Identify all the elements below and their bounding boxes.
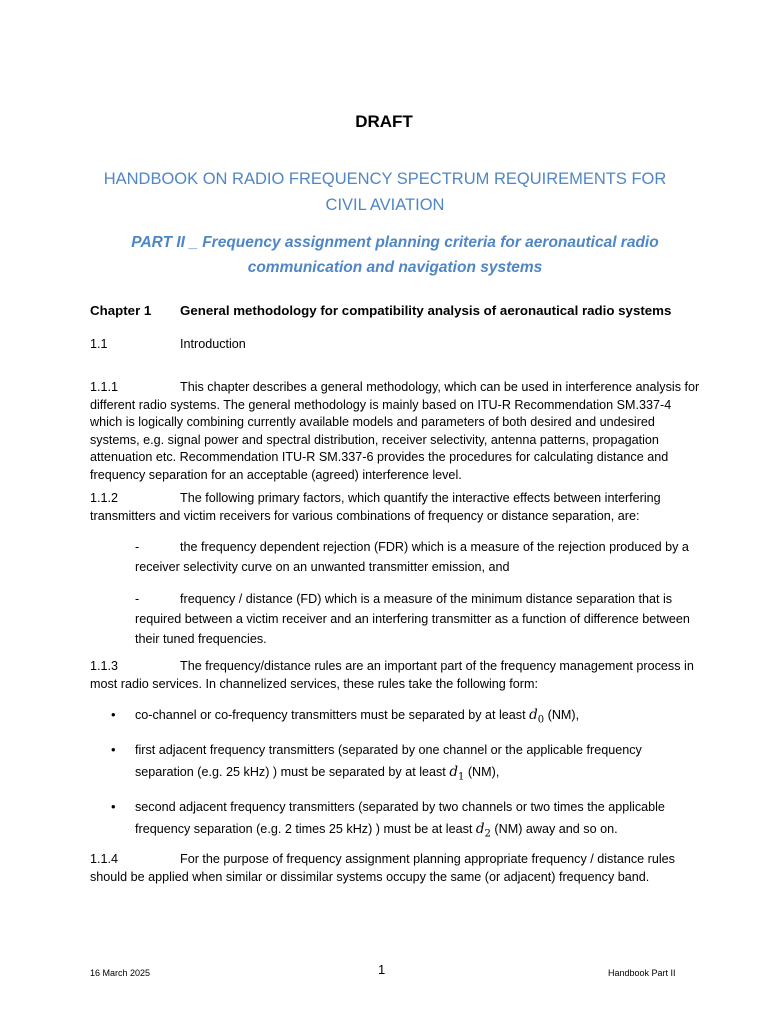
paragraph-number: 1.1.2 bbox=[90, 491, 119, 505]
paragraph-text: For the purpose of frequency assignment planning appropriate frequency / distance rules should be applied when similar or dissimilar systems occupy the same (or adjacent) frequency band. bbox=[90, 852, 675, 884]
paragraph-text: The following primary factors, which quantify the interactive effects between interfering transmitters and victim receivers for various combinations of frequency or distance separation, are: bbox=[90, 491, 661, 523]
bullet-text: second adjacent frequency transmitters (separated by two channels or two times the applicable frequency separation (e.g. 2 times 25 kHz) ) must be at least bbox=[135, 800, 665, 836]
footer-date: 16 March 2025 bbox=[90, 968, 151, 978]
bullet-marker: • bbox=[111, 707, 116, 722]
dash-item-fd bbox=[135, 589, 700, 649]
bullet-item-co-channel bbox=[111, 704, 700, 732]
bullet-text: first adjacent frequency transmitters (separated by one channel or the applicable frequency separation (e.g. 25 kHz) ) must be separated by at least bbox=[135, 743, 642, 779]
paragraph-1-1-4 bbox=[90, 851, 705, 886]
section-number: 1.1 bbox=[90, 337, 108, 351]
paragraph-number: 1.1.1 bbox=[90, 380, 119, 394]
bullet-marker: • bbox=[111, 799, 116, 814]
paragraph-text: This chapter describes a general methodology, which can be used in interference analysis for different radio systems. The general methodology is mainly based on ITU-R Recommendation SM.337-4 which is logically combining currently available models and parameters of both desired and undesired systems, e.g. signal power and spectral distribution, receiver selectivity, antenna patterns, propagation attenuation etc. Recommendation ITU-R SM.337-6 provides the procedures for calculating distance and frequency separation for an acceptable (agreed) interference level. bbox=[90, 380, 700, 482]
footer-document-name: Handbook Part II bbox=[608, 968, 676, 978]
draft-label: DRAFT bbox=[355, 112, 413, 131]
section-title: Introduction bbox=[180, 337, 246, 351]
bullet-text-end: (NM), bbox=[464, 765, 500, 779]
bullet-marker: • bbox=[111, 742, 116, 757]
chapter-title: General methodology for compatibility analysis of aeronautical radio systems bbox=[180, 303, 672, 318]
bullet-text-end: (NM) away and so on. bbox=[490, 822, 618, 836]
handbook-title: HANDBOOK ON RADIO FREQUENCY SPECTRUM REQUIREMENTS FOR CIVIL AVIATION bbox=[103, 170, 667, 214]
paragraph-1-1-3 bbox=[90, 658, 705, 693]
paragraph-text: The frequency/distance rules are an important part of the frequency management process in most radio services. In channelized services, these rules take the following form: bbox=[90, 659, 694, 691]
bullet-text-end: (NM), bbox=[544, 708, 580, 722]
paragraph-number: 1.1.3 bbox=[90, 659, 119, 673]
paragraph-number: 1.1.4 bbox=[90, 852, 119, 866]
part-title: PART II _ Frequency assignment planning criteria for aeronautical radio communication and navigation systems bbox=[131, 234, 659, 276]
bullet-item-first-adjacent bbox=[111, 739, 700, 789]
dash-item-text: frequency / distance (FD) which is a measure of the minimum distance separation that is required between a victim receiver and an interfering transmitter as a function of difference between their tuned frequencies. bbox=[135, 592, 690, 646]
bullet-text: co-channel or co-frequency transmitters must be separated by at least bbox=[135, 708, 530, 722]
distance-symbol: $d_2$ bbox=[475, 821, 491, 840]
footer-page-number: 1 bbox=[378, 962, 386, 977]
paragraph-1-1-2 bbox=[90, 490, 705, 525]
distance-symbol: $d_1$ bbox=[449, 764, 465, 783]
dash-item-text: the frequency dependent rejection (FDR) which is a measure of the rejection produced by a receiver selectivity curve on an unwanted transmitter emission, and bbox=[135, 540, 689, 574]
chapter-number: Chapter 1 bbox=[90, 303, 152, 318]
bullet-item-second-adjacent bbox=[111, 796, 700, 846]
dash-marker: - bbox=[135, 540, 140, 554]
distance-symbol: $d_0$ bbox=[529, 707, 545, 726]
paragraph-1-1-1 bbox=[90, 379, 705, 484]
dash-marker: - bbox=[135, 592, 140, 606]
dash-item-fdr bbox=[135, 537, 700, 577]
section-heading bbox=[90, 336, 246, 354]
